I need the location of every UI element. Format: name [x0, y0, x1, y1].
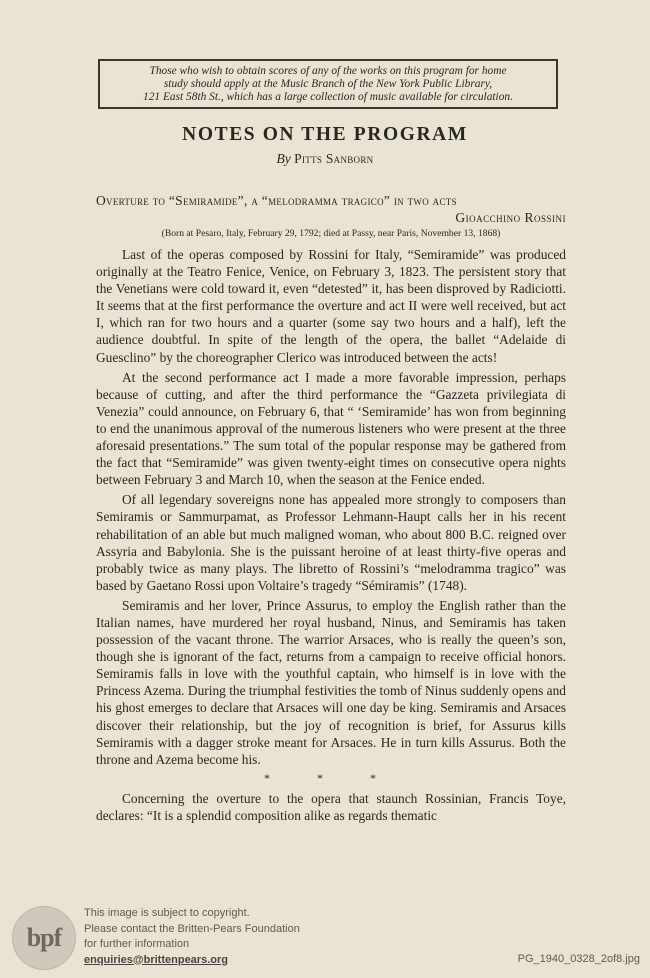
- notice-line: Those who wish to obtain scores of any of the works on this program for home: [149, 65, 507, 77]
- copyright-line: for further information: [84, 938, 190, 950]
- byline: [0, 151, 650, 167]
- library-notice-box: [98, 59, 558, 109]
- composer-name: Gioacchino Rossini: [455, 210, 566, 225]
- image-filename: PG_1940_0328_2of8.jpg: [517, 953, 640, 965]
- work-title: Overture to “Semiramide”, a “melodramma tragico” in two acts: [96, 193, 457, 208]
- notice-line: 121 East 58th St., which has a large collection of music available for circulation.: [143, 91, 513, 104]
- byline-author: Pitts Sanborn: [294, 151, 374, 166]
- contact-email-link[interactable]: enquiries@brittenpears.org: [84, 953, 228, 966]
- body-paragraph: Of all legendary sovereigns none has appealed more strongly to composers than Semiramis or Sammurpamat, as Professor Lehmann-Haupt calls her in his recent rehabilitation of an able but much maligned woman, who about 800 B.C. reigned over Assyria and Babylonia. She is the puissant heroine of at least thirty-five operas and probably twice as many plays. The libretto of Rossini’s “melodramma tragico” was based by Gaetano Rossi upon Voltaire’s tragedy “Sémiramis” (1748).: [96, 492, 566, 593]
- section-separator: * * *: [264, 770, 398, 785]
- body-paragraph: At the second performance act I made a more favorable impression, perhaps because of cutting, and after the third performance the “Gazzeta privilegiata di Venezia” could announce, on February 6, that “ ‘Semiramide’ has won from beginning to end the unanimous approval of the numerous listeners who were present at the three aforesaid presentations.” The sum total of the popular response may be gathered from the fact that “Semiramide” was given twenty-eight times on consecutive opera nights between February 3 and March 10, when the season at the Fenice ended.: [96, 369, 566, 488]
- bpf-logo-icon: [12, 906, 76, 970]
- body-paragraph: Concerning the overture to the opera that staunch Rossinian, Francis Toye, declares: “It is a splendid composition alike as regards thematic: [96, 790, 566, 823]
- body-paragraph: Last of the operas composed by Rossini for Italy, “Semiramide” was produced originally at the Teatro Fenice, Venice, on February 3, 1823. The persistent story that the Venetians were cold toward it, even “detested” it, has been disproved by Radiciotti. It seems that at the first performance the overture and act II were well received, but act I, which ran for two hours and a quarter (some say two hours and a half), left the audience doubtful. In spite of the length of the opera, the ballet “Adelaide di Guesclino” by the choreographer Clerico was introduced between the acts!: [96, 247, 566, 365]
- notes-body: [96, 246, 566, 824]
- copyright-footer: [0, 896, 650, 978]
- copyright-line: This image is subject to copyright.: [84, 907, 250, 919]
- copyright-line: Please contact the Britten-Pears Foundation: [84, 922, 300, 935]
- body-paragraph: Semiramis and her lover, Prince Assurus, to employ the English rather than the Italian names, have murdered her royal husband, Ninus, and Semiramis has taken possession of the vacant throne. The warrior Arsaces, who is really the queen’s son, though she is ignorant of the fact, returns from a campaign to receive official honors. Semiramis falls in love with the youthful captain, who himself is in love with the Princess Azema. During the triumphal festivities the tomb of Ninus suddenly opens and his ghost emerges to declare that Arsaces will one day be king. Semiramis and Arsaces discover their relationship, but the joy of recognition is brief, for Assurus kills Semiramis with a dagger stroke meant for Arsaces. He in turn kills Assurus. Both the throne and Azema become his.: [96, 597, 566, 767]
- notice-line: study should apply at the Music Branch of the New York Public Library,: [163, 78, 493, 91]
- page-title: NOTES ON THE PROGRAM: [182, 124, 468, 145]
- logo-text: bpf: [26, 923, 62, 952]
- composer-dates: (Born at Pesaro, Italy, February 29, 1792; died at Passy, near Paris, November 13, 1868): [161, 228, 501, 239]
- copyright-notice: [84, 906, 300, 968]
- byline-by: By: [276, 151, 291, 166]
